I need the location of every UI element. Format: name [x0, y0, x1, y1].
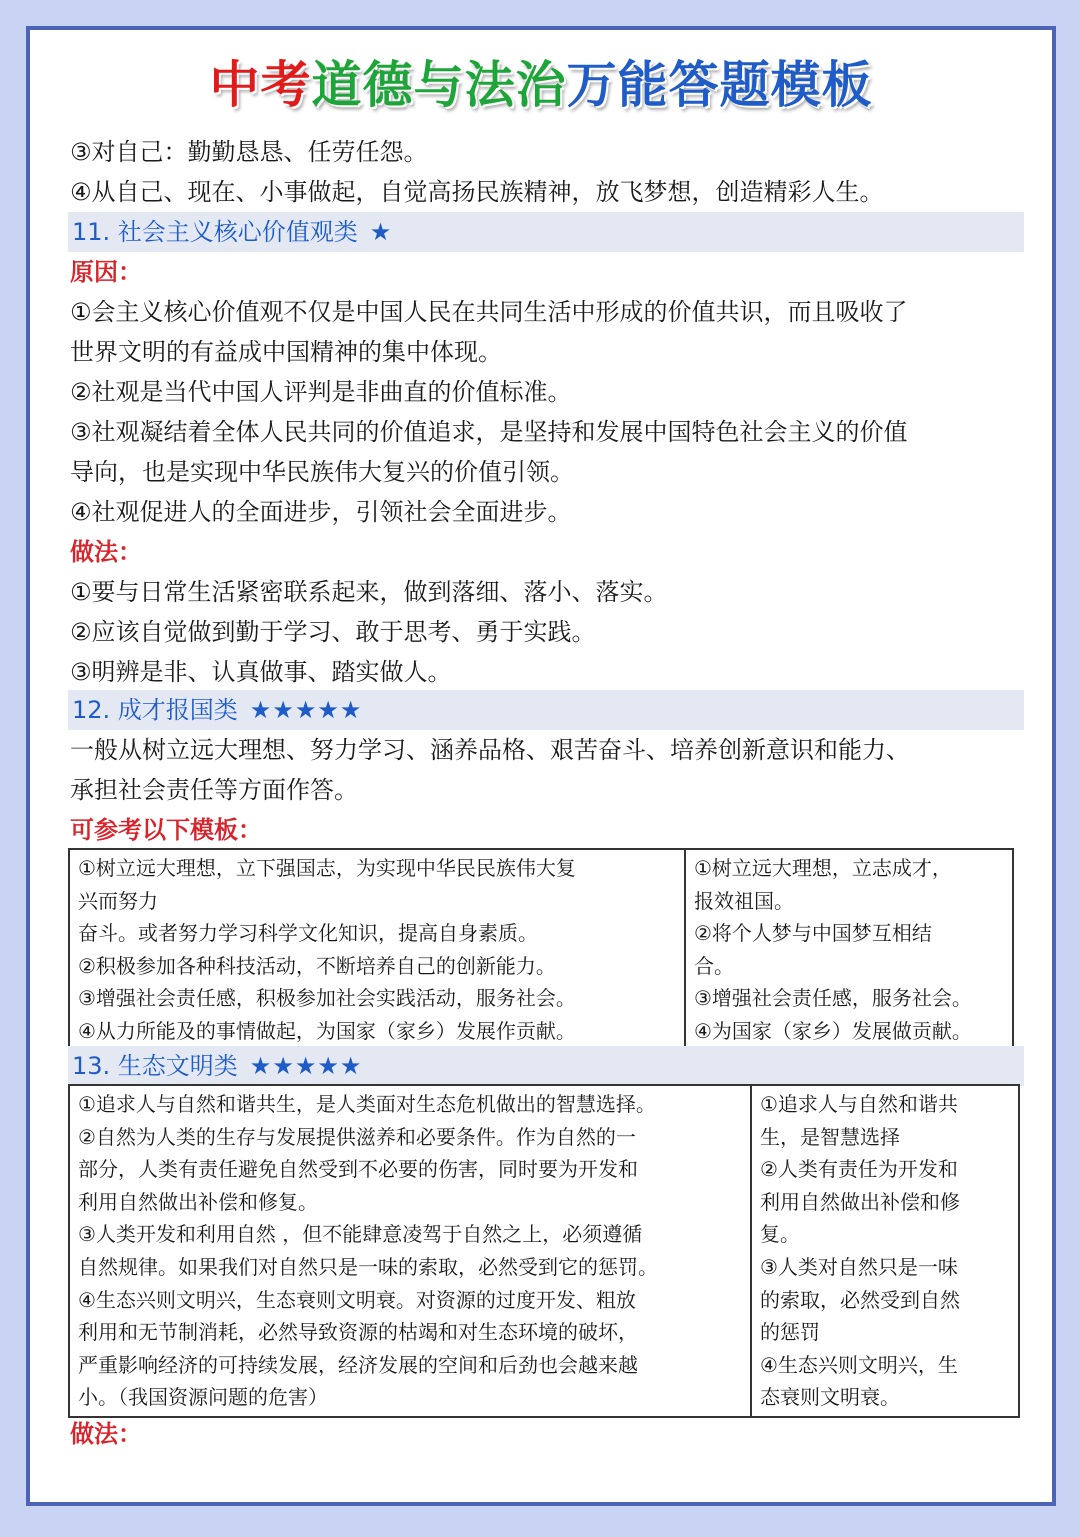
title-part-3: 万能答题模板: [566, 56, 873, 114]
method-label: 做法：: [70, 538, 142, 566]
answer-line: ②积极参加各种科技活动，不断培养自己的创新能力。: [78, 953, 556, 978]
answer-line: ④生态兴则文明兴，生: [760, 1352, 958, 1377]
star-rating: ★★★★★: [249, 1052, 363, 1080]
reason-line: ③社观凝结着全体人民共同的价值追求，是坚持和发展中国特色社会主义的价值: [70, 418, 908, 446]
reason-label: 原因：: [70, 258, 142, 286]
reason-line: ④社观促进人的全面进步，引领社会全面进步。: [70, 498, 572, 526]
method-line: ②应该自觉做到勤于学习、敢于思考、勇于实践。: [70, 618, 596, 646]
short-answer-cell: [751, 1085, 1019, 1417]
answer-line: ①追求人与自然和谐共: [760, 1092, 958, 1116]
full-answer-cell: [69, 1085, 751, 1417]
star-rating: ★: [369, 218, 393, 246]
reason-line: 导向，也是实现中华民族伟大复兴的价值引领。: [70, 458, 574, 486]
document-page: [26, 26, 1056, 1506]
answer-line: ②人类有责任为开发和: [760, 1157, 958, 1182]
answer-line: 小。（我国资源问题的危害）: [78, 1385, 328, 1410]
answer-line: 报效祖国。: [694, 888, 794, 913]
full-answer-cell: [69, 849, 685, 1050]
answer-line: 态衰则文明衰。: [760, 1385, 900, 1410]
method-line: ①要与日常生活紧密联系起来，做到落细、落小、落实。: [70, 578, 668, 606]
title-part-2: 道德与法治: [311, 56, 567, 114]
reason-line: ②社观是当代中国人评判是非曲直的价值标准。: [70, 378, 572, 406]
answer-line: 利用自然做出补偿和修: [760, 1189, 960, 1214]
answer-line: 自然规律。如果我们对自然只是一味的索取，必然受到它的惩罚。: [78, 1254, 658, 1279]
method-label: 做法：: [70, 1420, 142, 1448]
intro-line: ③对自己：勤勤恳恳、任劳任怨。: [70, 138, 428, 166]
answer-line: ④生态兴则文明兴，生态衰则文明衰。对资源的过度开发、粗放: [78, 1287, 636, 1312]
answer-line: 奋斗。或者努力学习科学文化知识，提高自身素质。: [78, 921, 538, 945]
answer-line: 的索取，必然受到自然: [760, 1287, 960, 1312]
section-heading-12: [68, 690, 1024, 730]
template-label: 可参考以下模板：: [70, 816, 262, 844]
answer-line: ④从力所能及的事情做起，为国家（家乡）发展作贡献。: [78, 1018, 576, 1043]
answer-line: 利用自然做出补偿和修复。: [78, 1189, 318, 1214]
answer-line: ①树立远大理想，立下强国志，为实现中华民民族伟大复: [78, 856, 576, 880]
template-table-12: [68, 848, 1014, 1051]
answer-line: ③人类开发和利用自然 ，但不能肆意凌驾于自然之上，必须遵循: [78, 1222, 643, 1247]
answer-line: ②将个人梦与中国梦互相结: [694, 921, 932, 945]
method-line: ③明辨是非、认真做事、踏实做人。: [70, 658, 452, 686]
description-line: 一般从树立远大理想、努力学习、涵养品格、艰苦奋斗、培养创新意识和能力、: [70, 736, 910, 764]
section-title: 12. 成才报国类: [72, 696, 238, 724]
answer-line: 兴而努力: [78, 888, 158, 913]
answer-line: 的惩罚: [760, 1320, 820, 1345]
intro-line: ④从自己、现在、小事做起，自觉高扬民族精神，放飞梦想，创造精彩人生。: [70, 178, 884, 206]
answer-line: 合。: [694, 953, 734, 978]
answer-line: ③增强社会责任感，服务社会。: [694, 986, 972, 1010]
title-part-1: 中考: [209, 56, 312, 114]
section-heading-13: [68, 1046, 1024, 1086]
answer-line: 部分，人类有责任避免自然受到不必要的伤害，同时要为开发和: [78, 1157, 638, 1182]
answer-line: ③人类对自然只是一味: [760, 1254, 958, 1279]
answer-line: 生，是智慧选择: [760, 1124, 900, 1149]
star-rating: ★★★★★: [249, 696, 363, 724]
section-heading-11: [68, 212, 1024, 252]
reason-line: 世界文明的有益成中国精神的集中体现。: [70, 338, 502, 366]
reason-line: ①会主义核心价值观不仅是中国人民在共同生活中形成的价值共识，而且吸收了: [70, 298, 908, 326]
page-title: [30, 52, 1052, 118]
description-line: 承担社会责任等方面作答。: [70, 776, 358, 804]
answer-line: 利用和无节制消耗，必然导致资源的枯竭和对生态环境的破坏，: [78, 1320, 638, 1345]
answer-line: ①追求人与自然和谐共生，是人类面对生态危机做出的智慧选择。: [78, 1092, 656, 1116]
answer-line: ②自然为人类的生存与发展提供滋养和必要条件。作为自然的一: [78, 1124, 636, 1149]
answer-line: ③增强社会责任感，积极参加社会实践活动，服务社会。: [78, 986, 576, 1010]
section-title: 13. 生态文明类: [72, 1052, 238, 1080]
answer-line: ①树立远大理想，立志成才，: [694, 856, 952, 880]
section-title: 11. 社会主义核心价值观类: [72, 218, 358, 246]
answer-line: 严重影响经济的可持续发展，经济发展的空间和后劲也会越来越: [78, 1352, 638, 1377]
answer-line: ④为国家（家乡）发展做贡献。: [694, 1018, 972, 1043]
short-answer-cell: [685, 849, 1013, 1050]
template-table-13: [68, 1084, 1020, 1418]
answer-line: 复。: [760, 1222, 800, 1247]
